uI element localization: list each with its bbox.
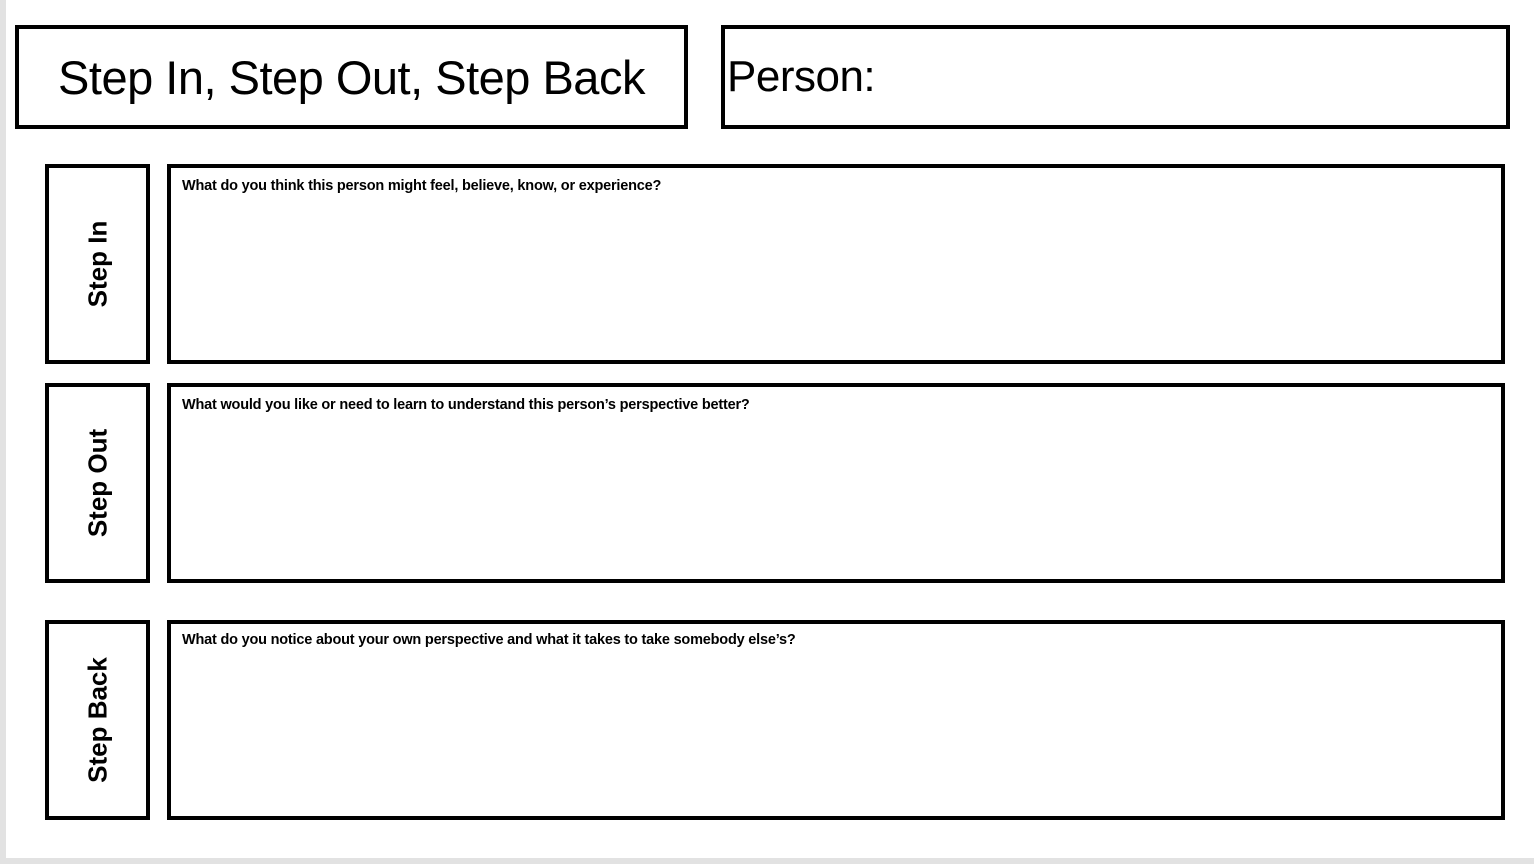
- step-in-prompt: What do you think this person might feel, believe, know, or experience?: [182, 178, 662, 194]
- step-in-label: Step In: [82, 220, 112, 308]
- step-back-answer-box[interactable]: [167, 620, 1505, 820]
- step-out-label: Step Out: [82, 428, 112, 538]
- step-back-label: Step Back: [82, 657, 112, 783]
- step-back-prompt: What do you notice about your own perspective and what it takes to take somebody else’s?: [182, 632, 796, 648]
- step-out-prompt: What would you like or need to learn to understand this person’s perspective better?: [182, 397, 750, 413]
- worksheet-page: [6, 0, 1534, 858]
- step-back-label-box: [45, 620, 150, 820]
- step-in-answer-box[interactable]: [167, 164, 1505, 364]
- step-out-label-box: [45, 383, 150, 583]
- step-out-answer-box[interactable]: [167, 383, 1505, 583]
- title-box: [15, 25, 688, 129]
- worksheet-title: Step In, Step Out, Step Back: [58, 50, 645, 104]
- step-in-label-box: [45, 164, 150, 364]
- person-field[interactable]: [721, 25, 1510, 129]
- person-label: Person:: [727, 52, 876, 101]
